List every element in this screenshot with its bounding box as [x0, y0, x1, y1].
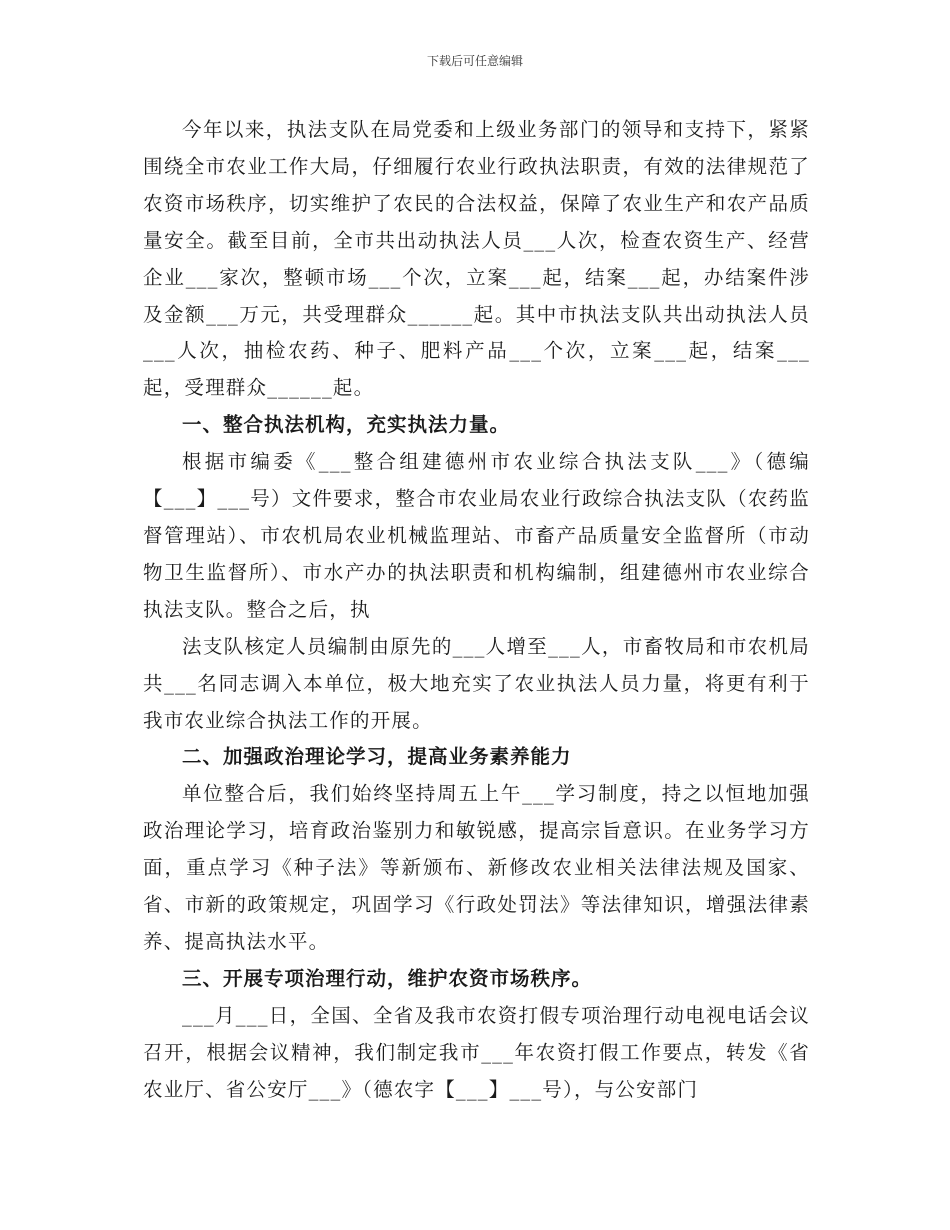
section-heading-1: 一、整合执法机构，充实执法力量。 [182, 413, 511, 437]
section-2-paragraph: 单位整合后，我们始终坚持周五上午___学习制度，持之以恒地加强政治理论学习，培育政治鉴别力和敏锐感，提高宗旨意识。在业务学习方面，重点学习《种子法》等新颁布、新修改农业相关法律法规及国家、省、市新的政策规定，巩固学习《行政处罚法》等法律知识，增强法律素养、提高执法水平。 [143, 782, 810, 953]
section-heading-2: 二、加强政治理论学习，提高业务素养能力 [182, 745, 572, 769]
page-header: 下载后可任意编辑 [426, 54, 523, 68]
section-3-paragraph: ___月___日，全国、全省及我市农资打假专项治理行动电视电话会议召开，根据会议精神，我们制定我市___年农资打假工作要点，转发《省农业厅、省公安厅___》（德农字【___】___号），与公安部门 [143, 1003, 810, 1101]
intro-paragraph: 今年以来，执法支队在局党委和上级业务部门的领导和支持下，紧紧围绕全市农业工作大局，仔细履行农业行政执法职责，有效的法律规范了农资市场秩序，切实维护了农民的合法权益，保障了农业生产和农产品质量安全。截至目前，全市共出动执法人员___人次，检查农资生产、经营企业___家次，整顿市场___个次，立案___起，结案___起，办结案件涉及金额___万元，共受理群众______起。其中市执法支队共出动执法人员___人次，抽检农药、种子、肥料产品___个次，立案___起，结案___起，受理群众______起。 [143, 118, 810, 400]
document-body [143, 112, 810, 1108]
section-1-paragraph-1: 根据市编委《___整合组建德州市农业综合执法支队___》（德编【___】___号）文件要求，整合市农业局农业行政综合执法支队（农药监督管理站）、市农机局农业机械监理站、市畜产品质量安全监督所（市动物卫生监督所）、市水产办的执法职责和机构编制，组建德州市农业综合执法支队。整合之后，执 [143, 450, 810, 621]
section-1-paragraph-2: 法支队核定人员编制由原先的___人增至___人，市畜牧局和市农机局共___名同志调入本单位，极大地充实了农业执法人员力量，将更有利于我市农业综合执法工作的开展。 [143, 634, 810, 732]
section-heading-3: 三、开展专项治理行动，维护农资市场秩序。 [182, 966, 593, 990]
